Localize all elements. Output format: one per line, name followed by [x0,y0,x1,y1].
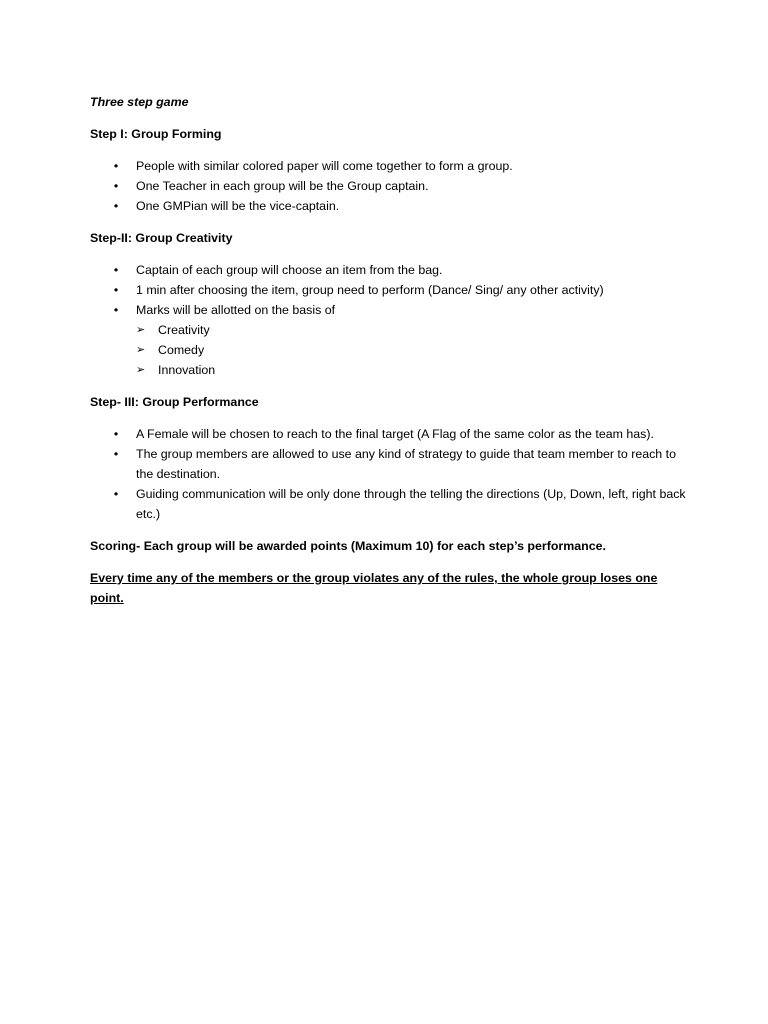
criteria-item [136,320,690,340]
scoring-paragraph: Scoring- Each group will be awarded points (Maximum 10) for each step’s performance. [90,539,606,553]
step3-heading: Step- III: Group Performance [90,395,259,409]
bullet-icon: • [113,447,119,461]
list-item [90,156,690,176]
step1-heading: Step I: Group Forming [90,127,222,141]
arrow-bullet-icon: ➢ [136,364,146,376]
bullet-icon: • [113,487,119,501]
criteria-text: Innovation [158,363,216,377]
bullet-icon: • [113,179,119,193]
list-item-text: People with similar colored paper will come together to form a group. [136,159,513,173]
step1-list [90,156,690,216]
criteria-item [136,340,690,360]
list-item [90,280,690,300]
list-item-text: 1 min after choosing the item, group need to perform (Dance/ Sing/ any other activity) [136,283,604,297]
document-title: Three step game [90,95,189,109]
bullet-icon: • [113,427,119,441]
bullet-icon: • [113,263,119,277]
arrow-bullet-icon: ➢ [136,324,146,336]
bullet-icon: • [113,199,119,213]
criteria-item [136,360,690,380]
arrow-bullet-icon: ➢ [136,344,146,356]
step3-list [90,424,690,524]
list-item [90,444,690,484]
criteria-list [136,320,690,380]
list-item [90,260,690,280]
list-item-text: One GMPian will be the vice-captain. [136,199,340,213]
criteria-text: Creativity [158,323,210,337]
list-item [90,484,690,524]
bullet-icon: • [113,159,119,173]
list-item [90,424,690,444]
list-item-text: The group members are allowed to use any kind of strategy to guide that team member to reach to the destination. [136,447,676,481]
list-item [90,176,690,196]
list-item-text: One Teacher in each group will be the Group captain. [136,179,429,193]
list-item [90,196,690,216]
step2-heading: Step-II: Group Creativity [90,231,233,245]
list-item-text: Guiding communication will be only done through the telling the directions (Up, Down, left, right back etc.) [136,487,686,521]
rule-paragraph: Every time any of the members or the group violates any of the rules, the whole group loses one point. [90,571,658,605]
step2-list [90,260,690,380]
list-item [90,300,690,380]
criteria-text: Comedy [158,343,205,357]
list-item-text: Captain of each group will choose an item from the bag. [136,263,443,277]
bullet-icon: • [113,283,119,297]
bullet-icon: • [113,303,119,317]
document-body [90,92,690,608]
list-item-text: A Female will be chosen to reach to the final target (A Flag of the same color as the team has). [136,427,654,441]
list-item-text: Marks will be allotted on the basis of [136,303,336,317]
